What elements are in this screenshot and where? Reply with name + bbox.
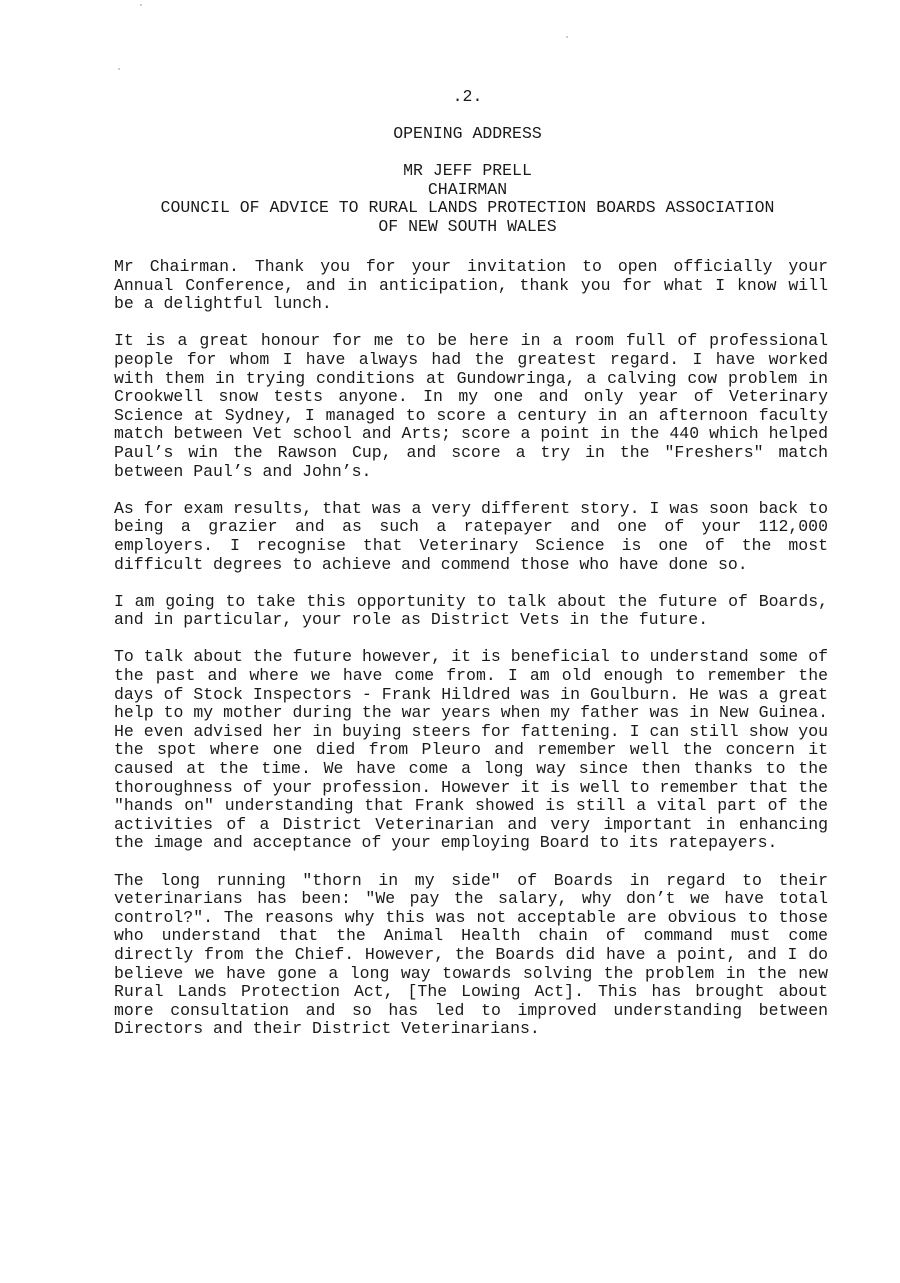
speaker-organisation-line-2: OF NEW SOUTH WALES [378,216,557,236]
paragraph: It is a great honour for me to be here in a room full of professional people for whom I have always had the greatest regard. I have worked with them in trying conditions at Gundowringa, a calving cow problem in Crookwell snow tests anyone. In my one and only year of Veterinary Science at Sydney, I managed to score a century in an afternoon faculty match between Vet school and Arts; score a point in the 440 which helped Paul’s win the Rawson Cup, and score a try in the "Freshers" match between Paul’s and John’s. [114,331,828,481]
scan-speck [566,36,568,38]
speaker-organisation-line-1: COUNCIL OF ADVICE TO RURAL LANDS PROTECTION BOARDS ASSOCIATION [160,198,775,218]
paragraph: I am going to take this opportunity to talk about the future of Boards, and in particular, your role as District Vets in the future. [114,591,828,630]
page-number: .2. [452,87,483,106]
speaker-header [100,162,835,236]
paragraph: Mr Chairman. Thank you for your invitation to open officially your Annual Conference, and in anticipation, thank you for what I know will be a delightful lunch. [114,257,828,314]
paragraph: The long running "thorn in my side" of Boards in regard to their veterinarians has been: "We pay the salary, why don’t we have total control?". The reasons why this was not acceptable are obvious to those who understand that the Animal Health chain of command must come directly from the Chief. However, the Boards did have a point, and I do believe we have gone a long way towards solving the problem in the new Rural Lands Protection Act, [The Lowing Act]. This has brought about more consultation and so has led to improved understanding between Directors and their District Veterinarians. [114,870,828,1039]
paragraph: To talk about the future however, it is beneficial to understand some of the past and where we have come from. I am old enough to remember the days of Stock Inspectors - Frank Hildred was in Goulburn. He was a great help to my mother during the war years when my father was in New Guinea. He even advised her in buying steers for fattening. I can still show you the spot where one died from Pleuro and remember well the concern it caused at the time. We have come a long way since then thanks to the thoroughness of your profession. However it is well to remember that the "hands on" understanding that Frank showed is still a vital part of the activities of a District Veterinarian and very important in enhancing the image and acceptance of your employing Board to its ratepayers. [114,647,828,853]
paragraph: As for exam results, that was a very different story. I was soon back to being a grazier and as such a ratepayer and one of your 112,000 employers. I recognise that Veterinary Science is one of the most difficult degrees to achieve and commend those who have done so. [114,498,828,574]
document-title: OPENING ADDRESS [393,124,542,143]
address-body [114,258,828,1058]
speaker-position: CHAIRMAN [427,179,508,199]
scan-speck [140,4,142,6]
scan-speck [118,68,120,70]
speaker-name: MR JEFF PRELL [403,161,532,180]
